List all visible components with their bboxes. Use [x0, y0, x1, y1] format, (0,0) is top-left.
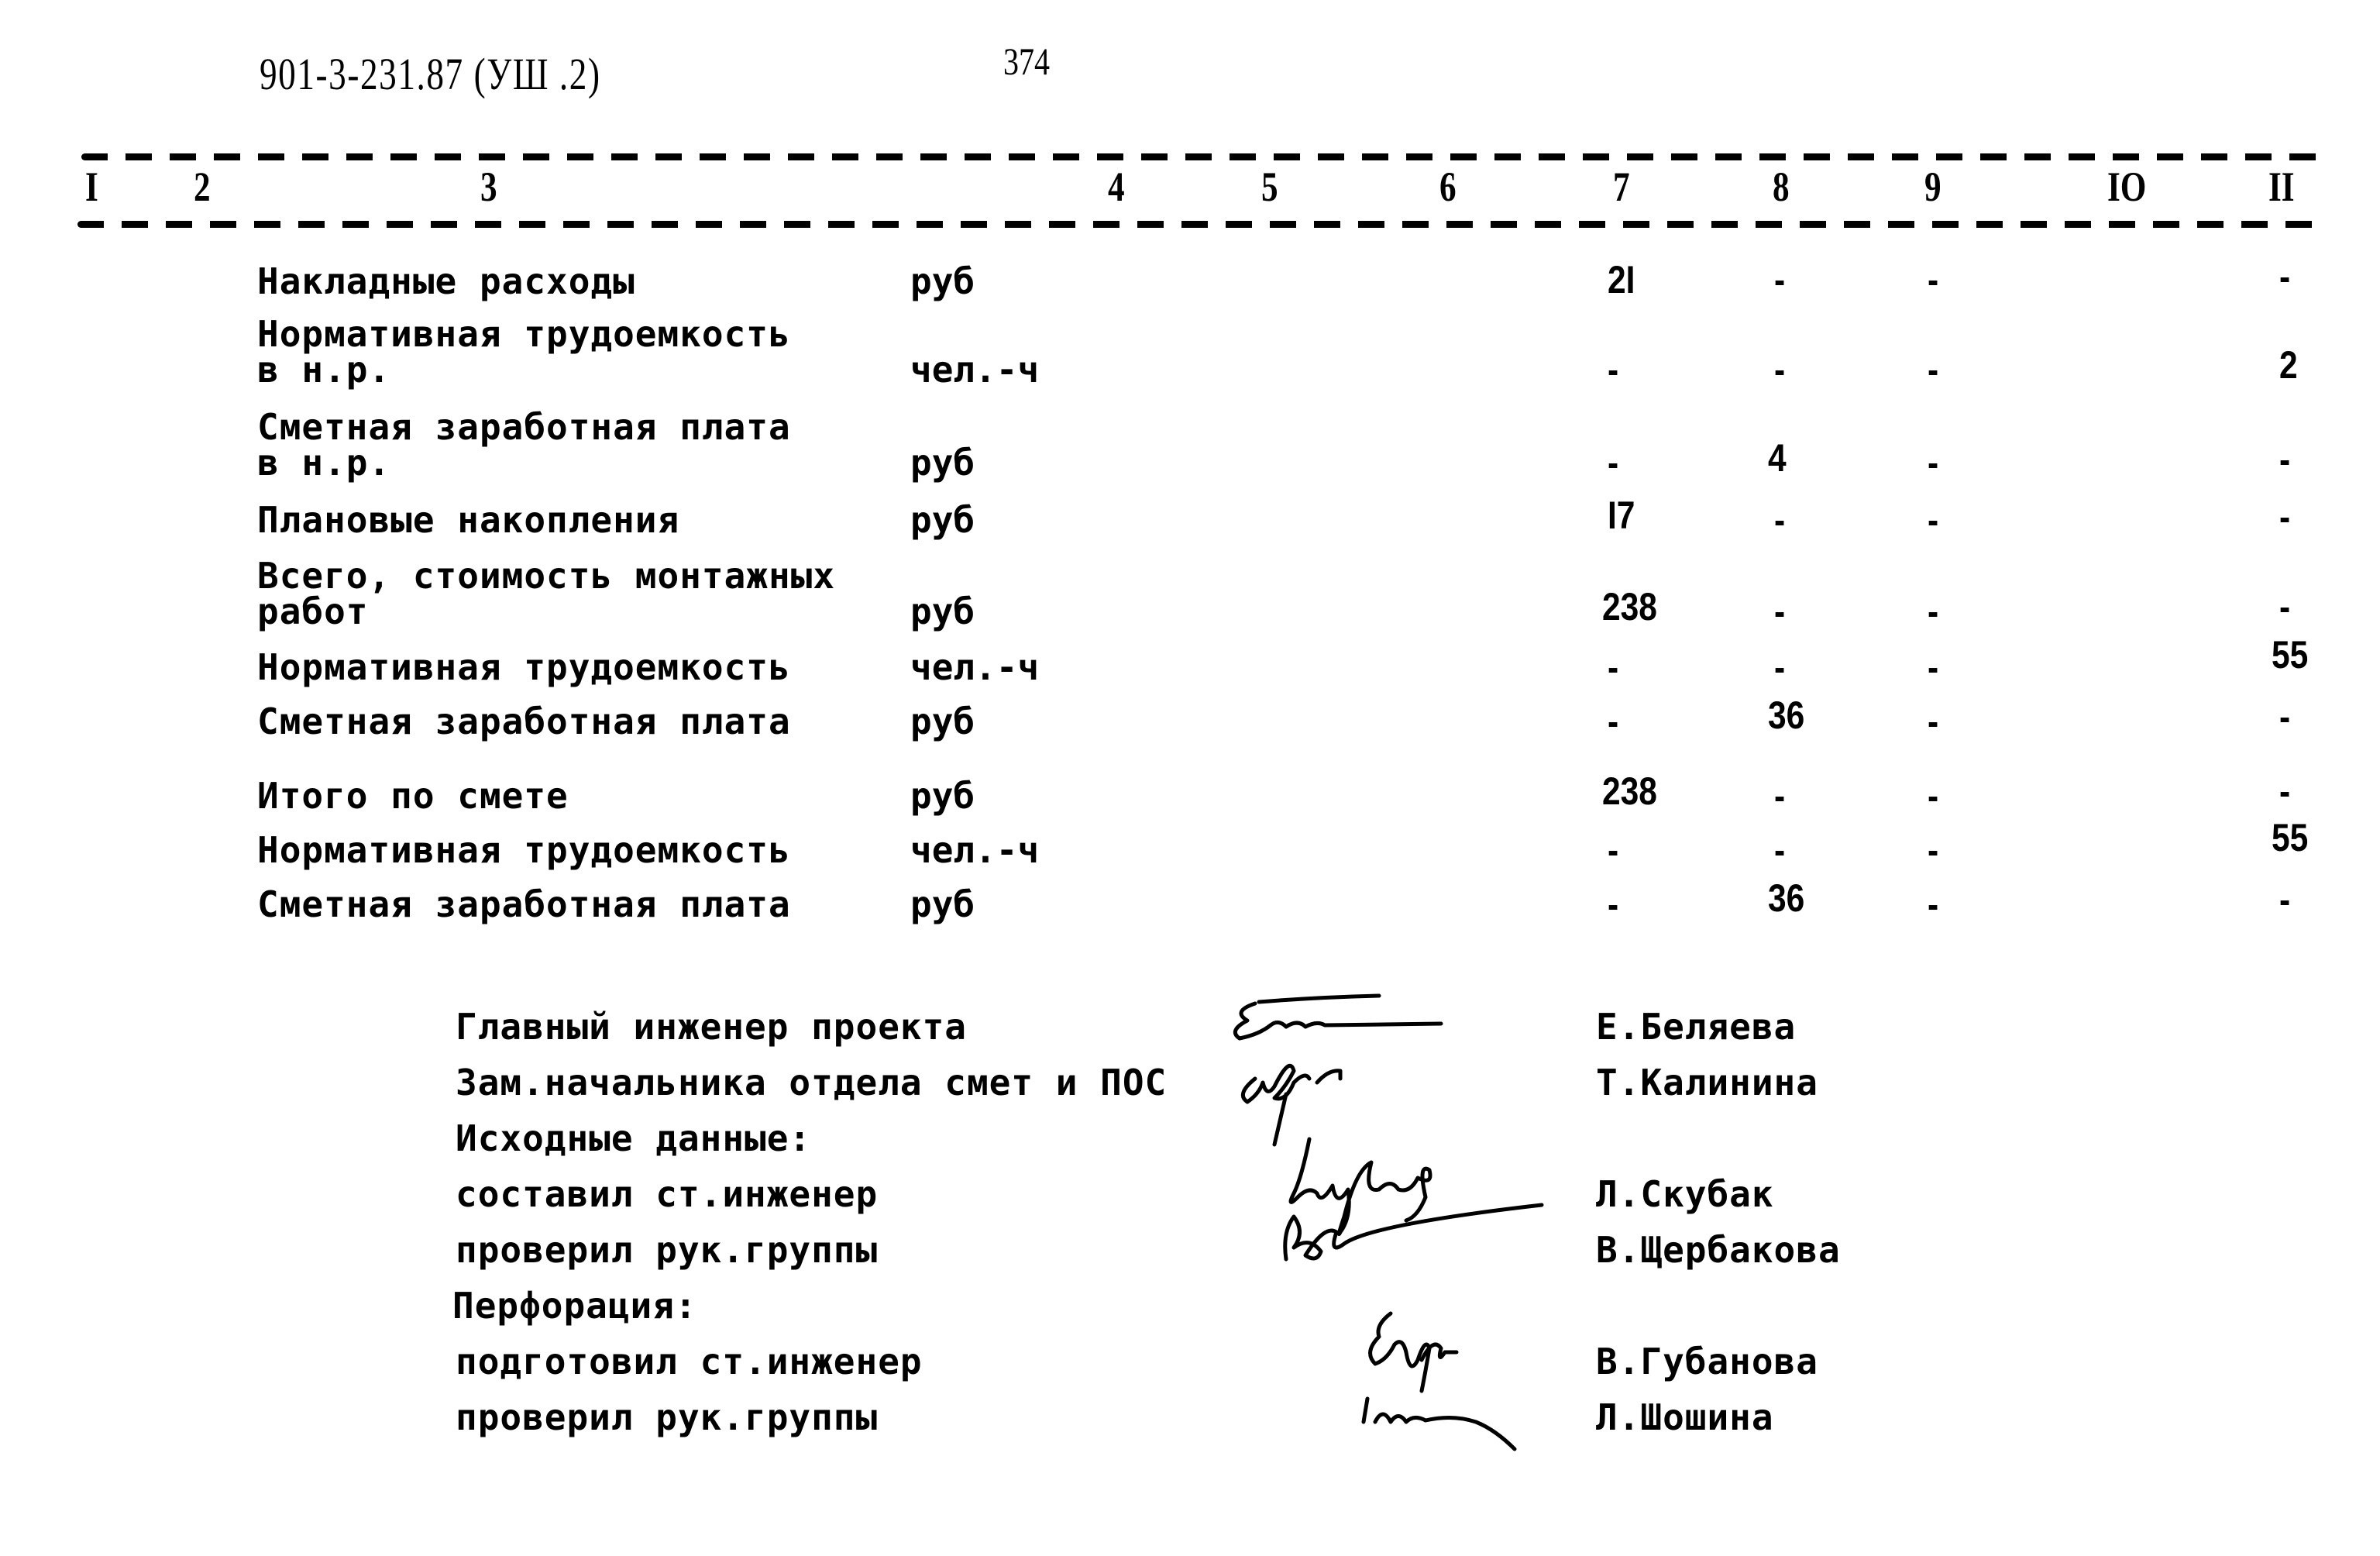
col-header-11: II — [2268, 164, 2295, 210]
signatory-name: Л.Скубак — [1596, 1173, 1774, 1215]
cell-col7: - — [1608, 828, 1619, 872]
cell-col8: - — [1774, 774, 1786, 818]
cell-col8: - — [1774, 258, 1786, 301]
row-unit: руб — [910, 499, 975, 541]
signatory-name: Е.Беляева — [1596, 1006, 1797, 1048]
cell-col9: - — [1928, 348, 1939, 391]
signature-role: Главный инженер проекта — [456, 1006, 967, 1048]
row-label-cont: работ — [257, 590, 369, 632]
cell-col8: - — [1774, 590, 1786, 633]
col-header-8: 8 — [1773, 164, 1790, 210]
cell-col7: 238 — [1602, 769, 1657, 813]
col-header-4: 4 — [1108, 164, 1125, 210]
handwritten-signature-icon — [1224, 996, 1457, 1050]
row-unit: руб — [910, 883, 975, 925]
row-unit: руб — [910, 442, 975, 484]
cell-col8: 36 — [1768, 694, 1805, 737]
signatory-name: В.Губанова — [1596, 1341, 1818, 1382]
cell-col7: - — [1608, 645, 1619, 689]
col-header-7: 7 — [1613, 164, 1630, 210]
row-unit: руб — [910, 590, 975, 632]
cell-col8: 36 — [1768, 876, 1805, 920]
cell-col8: - — [1774, 498, 1786, 542]
cell-col9: - — [1928, 258, 1939, 301]
row-unit: руб — [910, 775, 975, 817]
cell-col11: - — [2279, 438, 2291, 481]
cell-col9: - — [1928, 828, 1939, 872]
row-label: Сметная заработная плата — [257, 406, 791, 448]
col-header-10: IO — [2107, 164, 2147, 210]
signatory-name: Т.Калинина — [1596, 1062, 1818, 1103]
section-heading-perforation: Перфорация: — [452, 1285, 697, 1327]
signature-role: составил ст.инженер — [456, 1173, 879, 1215]
cell-col11: - — [2279, 695, 2291, 738]
cell-col7: 238 — [1602, 585, 1657, 628]
signature-role: подготовил ст.инженер — [456, 1341, 923, 1382]
row-unit: руб — [910, 701, 975, 742]
cell-col11: - — [2279, 878, 2291, 921]
cell-col9: - — [1928, 700, 1939, 743]
cell-col11: - — [2279, 585, 2291, 628]
cell-col7: 2I — [1608, 258, 1635, 301]
signatory-name: В.Щербакова — [1596, 1229, 1841, 1271]
col-header-9: 9 — [1924, 164, 1941, 210]
col-header-3: 3 — [480, 164, 497, 210]
row-label: Сметная заработная плата — [257, 883, 791, 925]
signatory-name: Л.Шошина — [1596, 1396, 1774, 1438]
cell-col11: 55 — [2272, 816, 2309, 859]
row-unit: руб — [910, 260, 975, 302]
cell-col9: - — [1928, 441, 1939, 484]
row-label-cont: в н.р. — [257, 349, 391, 391]
row-label: Накладные расходы — [257, 260, 635, 302]
row-label: Нормативная трудоемкость — [257, 646, 791, 688]
col-header-6: 6 — [1439, 164, 1457, 210]
handwritten-signature-icon — [1263, 1131, 1557, 1286]
row-label: Итого по смете — [257, 775, 569, 817]
cell-col11: - — [2279, 769, 2291, 813]
row-unit: чел.-ч — [910, 829, 1040, 871]
cell-col8: - — [1774, 348, 1786, 391]
row-label: Нормативная трудоемкость — [257, 829, 791, 871]
cell-col7: I7 — [1608, 494, 1635, 537]
cell-col7: - — [1608, 348, 1619, 391]
col-header-5: 5 — [1261, 164, 1278, 210]
cell-col9: - — [1928, 645, 1939, 689]
section-heading-source-data: Исходные данные: — [456, 1117, 812, 1159]
cell-col11: 2 — [2279, 343, 2298, 387]
row-label: Плановые накопления — [257, 499, 680, 541]
col-header-2: 2 — [194, 164, 211, 210]
cell-col8: 4 — [1768, 436, 1787, 480]
row-label: Сметная заработная плата — [257, 701, 791, 742]
cell-col7: - — [1608, 700, 1619, 743]
cell-col8: - — [1774, 645, 1786, 689]
cell-col7: - — [1608, 441, 1619, 484]
cell-col7: - — [1608, 883, 1619, 926]
row-label: Всего, стоимость монтажных — [257, 555, 836, 597]
signature-role: Зам.начальника отдела смет и ПОС — [456, 1062, 1168, 1103]
cell-col9: - — [1928, 774, 1939, 818]
cell-col11: - — [2279, 495, 2291, 539]
col-header-1: I — [85, 164, 98, 210]
cell-col11: 55 — [2272, 633, 2309, 676]
row-unit: чел.-ч — [910, 646, 1040, 688]
signature-role: проверил рук.группы — [456, 1396, 879, 1438]
cell-col9: - — [1928, 883, 1939, 926]
header-top-rule — [81, 153, 2328, 160]
row-label: Нормативная трудоемкость — [257, 313, 791, 355]
cell-col9: - — [1928, 590, 1939, 633]
cell-col9: - — [1928, 498, 1939, 542]
cell-col8: - — [1774, 828, 1786, 872]
page-number: 374 — [1003, 40, 1050, 83]
row-unit: чел.-ч — [910, 349, 1040, 391]
row-label-cont: в н.р. — [257, 442, 391, 484]
header-bottom-rule — [77, 221, 2324, 228]
document-code: 901-3-231.87 (УШ .2) — [260, 49, 601, 99]
cell-col11: - — [2279, 255, 2291, 298]
signature-role: проверил рук.группы — [456, 1229, 879, 1271]
handwritten-signature-icon — [1352, 1306, 1584, 1461]
